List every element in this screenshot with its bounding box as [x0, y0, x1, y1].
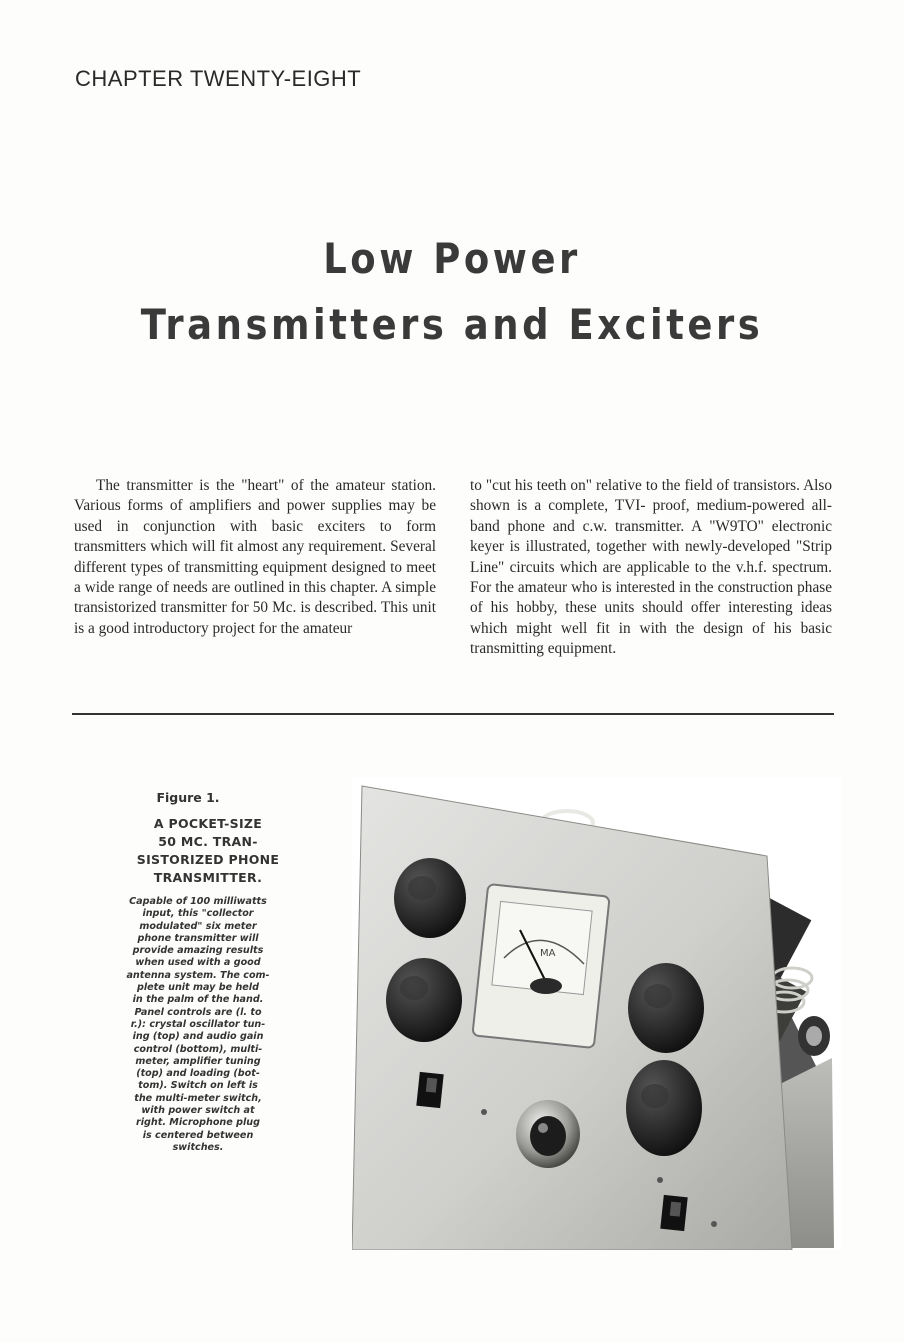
transmitter-photo	[352, 778, 842, 1250]
figure-caption-line: antenna system. The com-	[126, 969, 270, 981]
intro-right-column	[470, 476, 832, 660]
figure-caption-line: right. Microphone plug	[136, 1117, 260, 1129]
figure-caption-line: phone transmitter will	[137, 932, 259, 944]
figure-heading-line: TRANSMITTER.	[153, 870, 263, 885]
figure-caption-line: (top) and loading (bot-	[136, 1068, 260, 1080]
figure-caption-line: Capable of 100 milliwatts	[129, 896, 267, 907]
microphone-jack-icon	[516, 1100, 580, 1168]
chapter-label: CHAPTER TWENTY-EIGHT	[75, 66, 362, 91]
power-switch-icon	[660, 1195, 687, 1231]
figure-caption-line: is centered between	[142, 1129, 254, 1141]
figure-caption	[116, 896, 280, 1154]
figure-caption-line: ing (top) and audio gain	[132, 1031, 264, 1043]
figure-caption-line: control (bottom), multi-	[133, 1043, 263, 1055]
antenna-connector-icon	[798, 1016, 830, 1056]
figure-heading	[128, 815, 288, 887]
oscillator-tuning-knob-icon	[394, 858, 466, 938]
figure-caption-line: Panel controls are (l. to	[134, 1006, 262, 1018]
figure-caption-line: switches.	[172, 1141, 224, 1153]
figure-heading-line: A POCKET-SIZE	[153, 816, 263, 831]
multimeter	[472, 884, 609, 1048]
figure-caption-line: tom). Switch on left is	[138, 1080, 258, 1092]
figure-caption-line: in the palm of the hand.	[132, 994, 264, 1006]
chapter-title	[54, 226, 850, 358]
section-divider	[72, 713, 834, 715]
screw-icon	[711, 1221, 717, 1227]
screw-icon	[657, 1177, 663, 1183]
audio-gain-knob-icon	[386, 958, 462, 1042]
multimeter-switch-icon	[416, 1072, 443, 1108]
figure-caption-line: meter, amplifier tuning	[135, 1055, 261, 1067]
intro-left-paragraph: The transmitter is the "heart" of the amateur station. Various forms of amplifiers and power supplies may be used in conjunction with basic exciters to form transmitters which will fit almost any requirement. Several different types of transmitting equipment designed to meet a wide range of needs are outlined in this chapter. A simple transistorized transmitter for 50 Mc. is described. This unit is a good introductory project for the amateur	[74, 477, 436, 637]
figure-caption-line: provide amazing results	[132, 945, 264, 957]
figure-caption-line: modulated" six meter	[139, 920, 257, 932]
figure-heading-line: SISTORIZED PHONE	[136, 852, 280, 867]
figure-caption-line: plete unit may be held	[137, 982, 259, 994]
amplifier-tuning-knob-icon	[628, 963, 704, 1053]
figure-caption-line: input, this "collector	[142, 908, 254, 920]
screw-icon	[481, 1109, 487, 1115]
figure-number: Figure 1.	[156, 790, 220, 805]
intro-right-paragraph: to "cut his teeth on" relative to the field of transistors. Also shown is a complete, TVI- proof, medium-powered all-band phone and c.w. transmitter. A "W9TO" electronic keyer is illustrated, together with newly-developed "Strip Line" circuits which are applicable to the v.h.f. spectrum. For the amateur who is interested in the construction phase of his hobby, these units should offer interesting ideas which might well fit in with the design of his basic transmitting equipment.	[470, 477, 832, 658]
figure-caption-line: with power switch at	[141, 1105, 255, 1117]
loading-knob-icon	[626, 1060, 702, 1156]
chapter-title-line-1: Low Power	[323, 234, 581, 283]
figure-caption-line: when used with a good	[135, 957, 261, 969]
figure-caption-line: the multi-meter switch,	[134, 1092, 262, 1104]
meter-scale-label: MA	[540, 948, 556, 959]
chapter-title-line-2: Transmitters and Exciters	[140, 300, 764, 349]
transmitter-illustration	[352, 778, 842, 1250]
intro-left-column	[74, 476, 436, 639]
figure-caption-line: r.): crystal oscillator tun-	[130, 1018, 266, 1030]
figure-heading-line: 50 MC. TRAN-	[158, 834, 258, 849]
